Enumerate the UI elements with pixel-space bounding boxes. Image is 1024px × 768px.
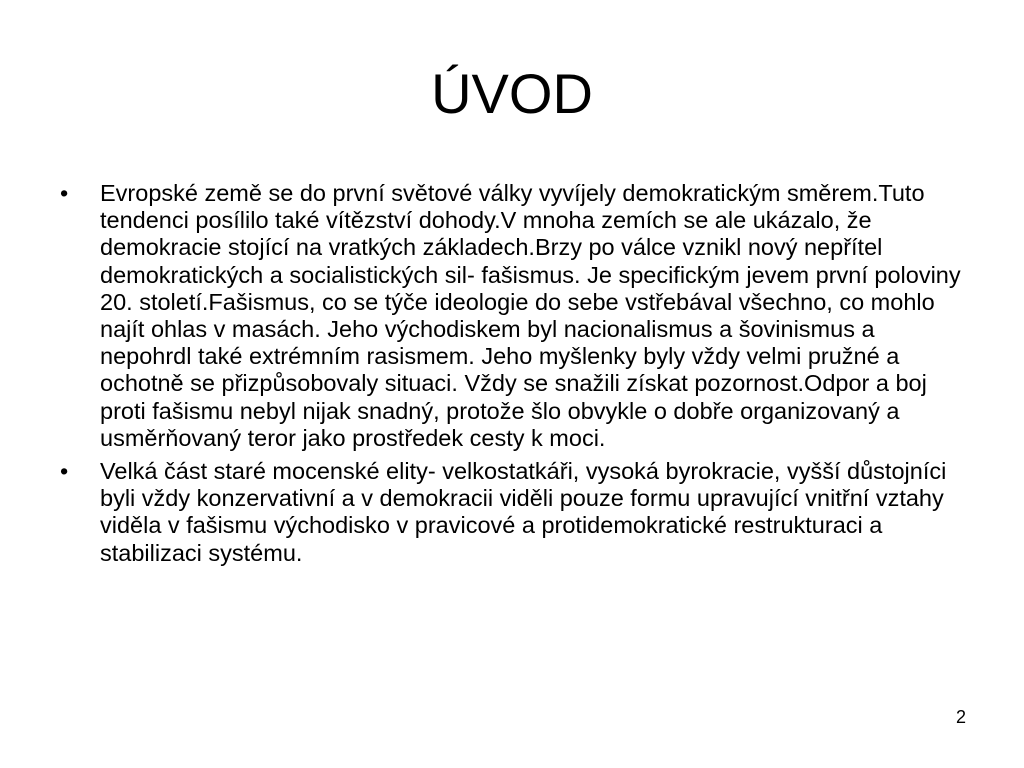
bullet-list <box>56 180 968 573</box>
bullet-item <box>56 180 968 452</box>
bullet-icon: • <box>60 458 69 485</box>
bullet-text: Evropské země se do první světové války vyvíjely demokratickým směrem.Tuto tendenci posílilo také vítězství dohody.V mnoha zemích se ale ukázalo, že demokracie stojící na vratkých základech.Brzy po válce vznikl nový nepřítel demokratických a socialistických sil- fašismus. Je specifickým jevem první poloviny 20. století.Fašismus, co se týče ideologie do sebe vstřebával všechno, co mohlo najít ohlas v masách. Jeho východiskem byl nacionalismus a šovinismus a nepohrdl také extrémním rasismem. Jeho myšlenky byly vždy velmi pružné a ochotně se přizpůsobovaly situaci. Vždy se snažili získat pozornost.Odpor a boj proti fašismu nebyl nijak snadný, protože šlo obvykle o dobře organizovaný a usměrňovaný teror jako prostředek cesty k moci. <box>100 180 961 451</box>
bullet-item <box>56 458 968 567</box>
bullet-text: Velká část staré mocenské elity- velkostatkáři, vysoká byrokracie, vyšší důstojníci byli vždy konzervativní a v demokracii viděli pouze formu upravující vnitřní vztahy viděla v fašismu východisko v pravicové a protidemokratické restrukturaci a stabilizaci systému. <box>100 458 947 566</box>
slide-title: ÚVOD <box>431 62 593 125</box>
bullet-icon: • <box>60 180 69 206</box>
page-number: 2 <box>955 707 966 727</box>
